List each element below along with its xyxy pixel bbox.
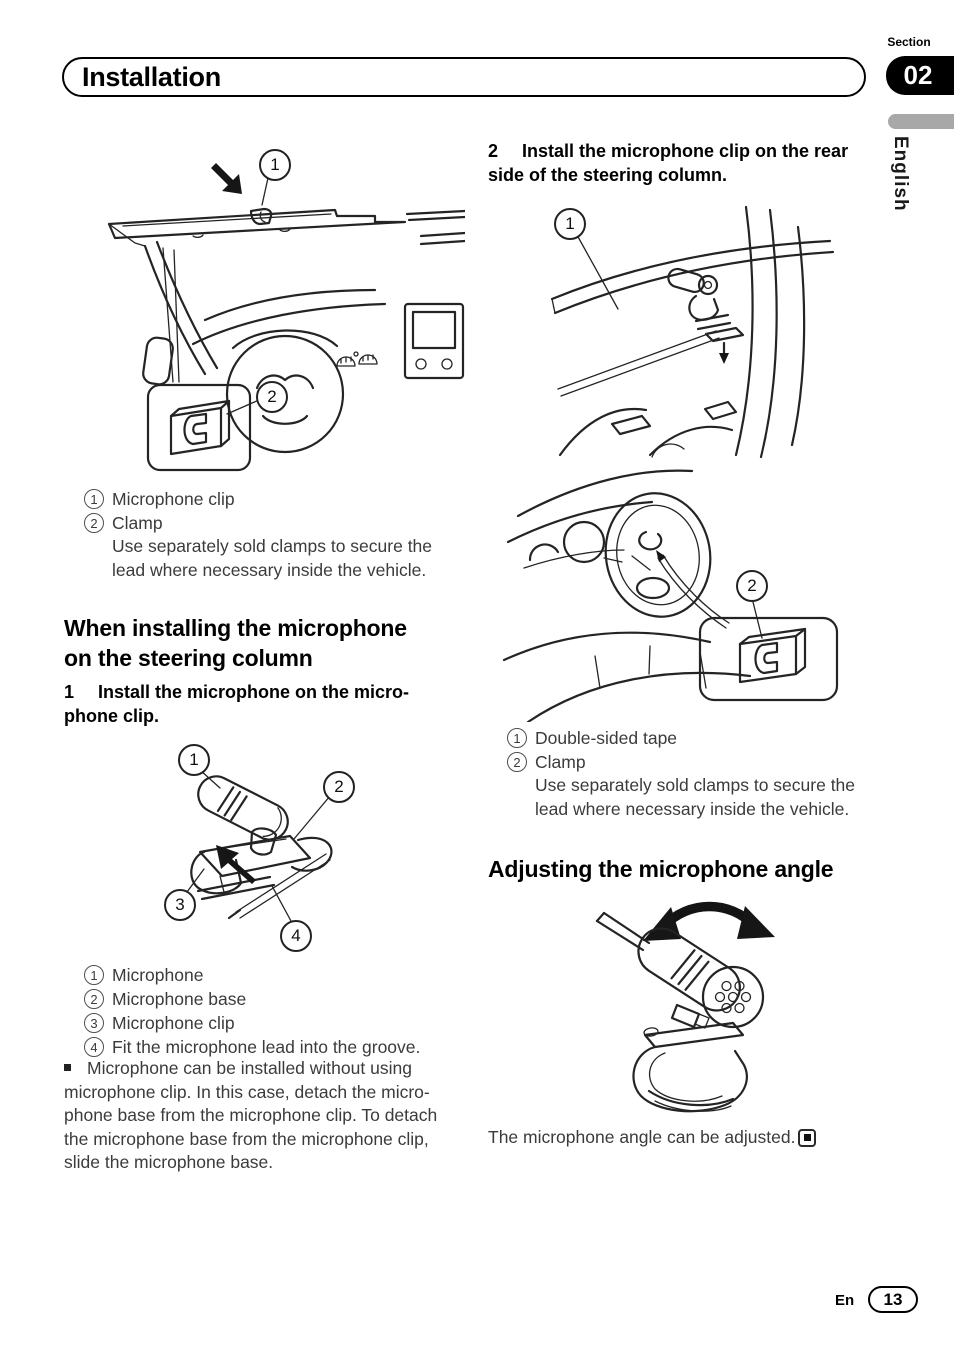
legend-item-number: 1: [507, 728, 527, 748]
legend-note-line: Use separately sold clamps to secure the: [112, 536, 433, 556]
legend-item: [84, 487, 432, 511]
note-line: slide the microphone base.: [64, 1152, 274, 1173]
step-line: [488, 140, 848, 164]
legend-item-number: 2: [84, 989, 104, 1009]
heading-line: on the steering column: [64, 645, 313, 671]
note-line: the microphone base from the microphone clip,: [64, 1128, 429, 1149]
legend-item: [84, 987, 420, 1011]
step-2: [488, 140, 848, 187]
legend-item: [507, 726, 855, 750]
visor-dashboard-drawing: [75, 148, 465, 478]
legend-item: [84, 1011, 420, 1035]
note-line: microphone clip. In this case, detach the micro-: [64, 1081, 430, 1102]
chapter-title-box: [62, 57, 866, 97]
note-line: phone base from the microphone clip. To detach: [64, 1105, 438, 1126]
legend-item-label: Microphone clip: [112, 488, 235, 509]
language-tab-bar: [888, 114, 954, 129]
step-number: 1: [64, 682, 75, 702]
legend-item: [507, 750, 855, 774]
note-paragraph: [64, 1057, 437, 1175]
page-number-badge: 13: [868, 1286, 918, 1313]
legend-item-number: 3: [84, 1013, 104, 1033]
step-line: [64, 681, 409, 705]
figure-steering-column: [500, 203, 890, 460]
legend-item: [84, 511, 432, 535]
legend-microphone: [84, 963, 420, 1059]
legend-item-label: Double-sided tape: [535, 727, 678, 748]
section-heading-mic-angle: Adjusting the microphone angle: [488, 856, 834, 882]
figure-microphone-angle: [585, 893, 847, 1121]
legend-item-label: Microphone clip: [112, 1012, 235, 1033]
figure-steering-wheel: [500, 460, 890, 722]
microphone-clip-drawing: [140, 740, 410, 960]
legend-item-number: 2: [507, 752, 527, 772]
callout-microphone: 1: [178, 744, 210, 776]
callout-double-sided-tape: 1: [554, 208, 586, 240]
legend-item: [84, 963, 420, 987]
section-number-badge: 02: [886, 56, 954, 95]
heading-line: When installing the microphone: [64, 615, 407, 641]
microphone-angle-drawing: [585, 893, 847, 1121]
figure-visor-dashboard: [75, 148, 465, 478]
section-label: Section: [887, 35, 931, 49]
legend-note-line: Use separately sold clamps to secure the: [535, 775, 856, 795]
legend-item-label: Microphone base: [112, 988, 247, 1009]
legend-tape-clamp: [507, 726, 855, 821]
note-line: Microphone can be installed without using: [64, 1057, 437, 1081]
step-line: phone clip.: [64, 705, 160, 726]
section-end-icon: [798, 1129, 816, 1147]
closing-text: The microphone angle can be adjusted.: [488, 1127, 796, 1147]
callout-clamp: 2: [736, 570, 768, 602]
steering-column-drawing: [500, 203, 890, 460]
legend-item: [84, 1035, 420, 1059]
language-tab: English: [890, 136, 911, 212]
section-heading-steering-column: [64, 613, 407, 673]
callout-microphone-clip: 3: [164, 889, 196, 921]
legend-item-label: Clamp: [535, 751, 586, 772]
footer-language: En: [835, 1292, 855, 1309]
closing-line: [488, 1127, 816, 1148]
legend-item-label: Fit the microphone lead into the groove.: [112, 1036, 421, 1057]
legend-note-line: lead where necessary inside the vehicle.: [112, 559, 427, 580]
step-number: 2: [488, 141, 499, 161]
legend-item-number: 4: [84, 1037, 104, 1057]
page-title: Installation: [82, 61, 221, 92]
step-text: Install the microphone on the micro-: [98, 682, 410, 702]
callout-clamp: 2: [256, 381, 288, 413]
step-1: [64, 681, 409, 728]
step-text: Install the microphone clip on the rear: [522, 141, 849, 161]
callout-microphone-clip: 1: [259, 149, 291, 181]
legend-item-label: Clamp: [112, 512, 163, 533]
legend-item-number: 2: [84, 513, 104, 533]
legend-note-line: lead where necessary inside the vehicle.: [535, 798, 850, 819]
callout-lead-groove: 4: [280, 920, 312, 952]
figure-microphone-on-clip: [140, 740, 410, 960]
callout-microphone-base: 2: [323, 771, 355, 803]
step-line: side of the steering column.: [488, 164, 728, 185]
legend-item-number: 1: [84, 489, 104, 509]
legend-item-label: Microphone: [112, 964, 204, 985]
bullet-icon: [64, 1064, 71, 1071]
steering-wheel-drawing: [500, 460, 890, 722]
legend-visor: [84, 487, 432, 582]
legend-item-number: 1: [84, 965, 104, 985]
